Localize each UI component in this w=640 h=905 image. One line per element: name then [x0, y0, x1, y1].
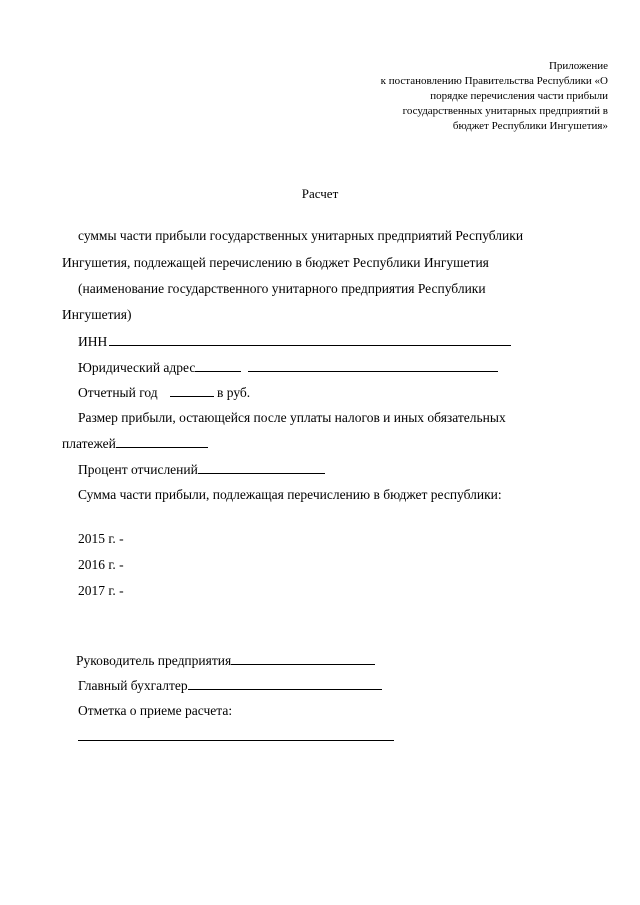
appendix-line: к постановлению Правительства Республики «О [380, 75, 608, 87]
subtitle-line-2: Ингушетия, подлежащей перечислению в бюджет Республики Ингушетия [62, 255, 489, 270]
percent-blank[interactable] [198, 461, 325, 474]
appendix-line: бюджет Республики Ингушетия» [452, 120, 608, 132]
subtitle-line-1: суммы части прибыли государственных унитарных предприятий Республики [78, 228, 524, 243]
appendix-header [308, 59, 608, 134]
inn-label: ИНН [78, 334, 108, 349]
year-label: Отчетный год [78, 385, 158, 400]
year-2016: 2016 г. - [78, 557, 124, 572]
head-signature-blank[interactable] [231, 652, 375, 665]
address-row [78, 359, 498, 376]
address-blank-short[interactable] [195, 359, 241, 372]
appendix-line: Приложение [548, 60, 608, 72]
accountant-label: Главный бухгалтер [78, 678, 188, 693]
year-blank[interactable] [170, 384, 214, 397]
inn-row [78, 333, 511, 350]
percent-label: Процент отчислений [78, 462, 198, 477]
year-2017: 2017 г. - [78, 583, 124, 598]
enterprise-name-line-1: (наименование государственного унитарного предприятия Республики [78, 281, 486, 296]
sum-label: Сумма части прибыли, подлежащая перечислению в бюджет республики: [78, 487, 502, 502]
profit-label: платежей [62, 436, 116, 451]
profit-row [62, 435, 208, 452]
year-unit: в руб. [217, 385, 251, 400]
profit-line-1: Размер прибыли, остающейся после уплаты налогов и иных обязательных [78, 410, 506, 425]
year-2015: 2015 г. - [78, 531, 124, 546]
appendix-line: порядке перечисления части прибыли [430, 90, 608, 102]
accountant-signature-blank[interactable] [188, 677, 382, 690]
document-title: Расчет [301, 186, 339, 201]
address-label: Юридический адрес [78, 360, 196, 375]
percent-row [78, 461, 325, 478]
enterprise-name-line-2: Ингушетия) [62, 307, 132, 322]
inn-blank[interactable] [109, 333, 511, 346]
profit-blank[interactable] [116, 435, 208, 448]
mark-row [78, 728, 394, 745]
accountant-signature-row [78, 677, 382, 694]
address-blank-long[interactable] [248, 359, 498, 372]
mark-label: Отметка о приеме расчета: [78, 703, 233, 718]
head-signature-row [76, 652, 375, 669]
appendix-line: государственных унитарных предприятий в [402, 105, 608, 117]
year-row [78, 384, 250, 401]
mark-blank[interactable] [78, 728, 394, 741]
head-label: Руководитель предприятия [76, 653, 232, 668]
